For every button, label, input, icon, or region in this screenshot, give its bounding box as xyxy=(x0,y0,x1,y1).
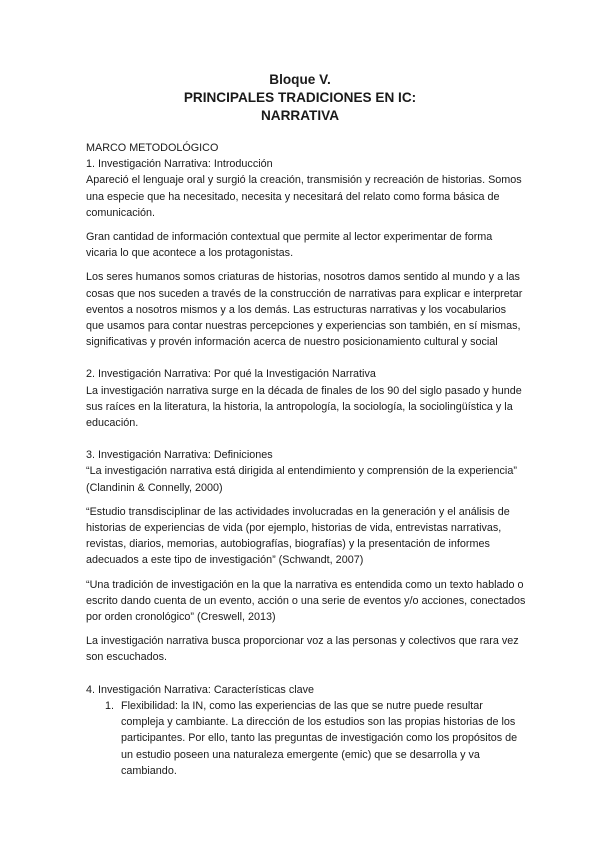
section-2-paragraph-1: La investigación narrativa surge en la década de finales de los 90 del siglo pasado y hunde sus raíces en la literatura, la historia, la antropología, la sociología, la sociolingüística y la educación. xyxy=(86,384,522,430)
document-body xyxy=(86,140,526,779)
section-marco-heading: MARCO METODOLÓGICO xyxy=(86,142,219,154)
document-title-line-1: Bloque V. xyxy=(269,72,331,87)
section-1-paragraph-1: Apareció el lenguaje oral y surgió la creación, transmisión y recreación de historias. Somos una especie que ha necesitado, necesita y necesitará del relato como forma básica de comunicación. xyxy=(86,174,522,219)
section-3-paragraph-1: La investigación narrativa busca proporcionar voz a las personas y colectivos que rara vez son escuchados. xyxy=(86,635,519,664)
document-title-line-2: PRINCIPALES TRADICIONES EN IC: xyxy=(183,90,417,105)
section-2-heading: 2. Investigación Narrativa: Por qué la Investigación Narrativa xyxy=(86,368,376,381)
section-4-list xyxy=(86,698,526,779)
section-3-quote-1: “La investigación narrativa está dirigida al entendimiento y comprensión de la experiencia” (Clandinin & Connelly, 2000) xyxy=(86,465,517,494)
section-4-heading: 4. Investigación Narrativa: Características clave xyxy=(86,683,315,696)
section-3-quote-2: “Estudio transdisciplinar de las actividades involucradas en la generación y el análisis de historias de experiencias de vida (por ejemplo, historias de vida, entrevistas narrativas, revistas, diarios, memorias, autobiografías, biografías) y la presentación de informes adecuados a este tipo de investigación” (Schwandt, 2007) xyxy=(86,505,510,567)
list-item: 1. Flexibilidad: la IN, como las experiencias de las que se nutre puede resultar compleja y cambiante. La dirección de los estudios son las propias historias de los participantes. Por ello, tanto las preguntas de investigación como los propósitos de un estudio poseen una naturaleza emergente (emic) que se desarrolla y va cambiando. xyxy=(117,698,526,779)
section-1-paragraph-3: Los seres humanos somos criaturas de historias, nosotros damos sentido al mundo y a las cosas que nos suceden a través de la construcción de narrativas para explicar e interpretar eventos a nosotros mismos y a los demás. Las estructuras narrativas y los vocabularios que usamos para contar nuestras percepciones y experiencias son también, en sí mismas, significativas y provén información acerca de nuestro posicionamiento cultural y social xyxy=(86,271,523,349)
section-1-heading: 1. Investigación Narrativa: Introducción xyxy=(86,158,273,171)
section-1-paragraph-2: Gran cantidad de información contextual que permite al lector experimentar de forma vicaria lo que acontece a los protagonistas. xyxy=(86,231,493,260)
section-3-heading: 3. Investigación Narrativa: Definiciones xyxy=(86,449,273,462)
document-title-line-3: NARRATIVA xyxy=(260,108,340,123)
section-3-quote-3: “Una tradición de investigación en la que la narrativa es entendida como un texto hablado o escrito dando cuenta de un evento, acción o una serie de eventos y/o acciones, conectados por orden cronológico” (Creswell, 2013) xyxy=(86,578,526,624)
